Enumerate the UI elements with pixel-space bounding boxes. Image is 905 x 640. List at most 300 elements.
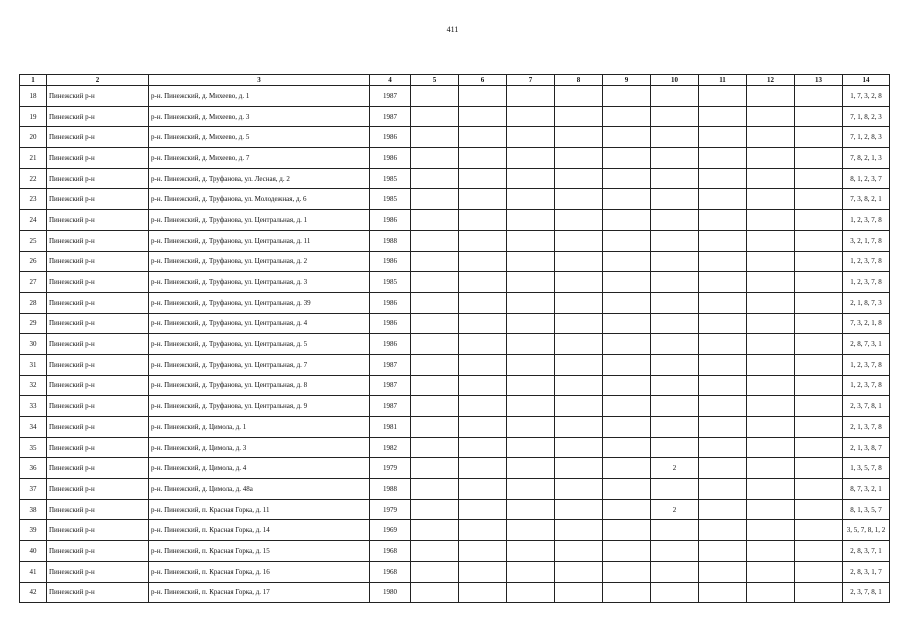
col10-cell <box>651 272 699 293</box>
col9-cell <box>603 168 651 189</box>
table-row <box>20 272 890 293</box>
col12-cell <box>747 313 795 334</box>
col12-cell <box>747 168 795 189</box>
col8-cell <box>555 189 603 210</box>
col10-cell: 2 <box>651 499 699 520</box>
col10-cell <box>651 148 699 169</box>
column-header: 1 <box>20 75 47 86</box>
col13-cell <box>795 251 843 272</box>
col6-cell <box>459 168 507 189</box>
col14-cell: 1, 2, 3, 7, 8 <box>843 272 890 293</box>
column-header: 5 <box>411 75 459 86</box>
col9-cell <box>603 396 651 417</box>
col8-cell <box>555 499 603 520</box>
col13-cell <box>795 334 843 355</box>
table-row <box>20 396 890 417</box>
col12-cell <box>747 520 795 541</box>
col12-cell <box>747 499 795 520</box>
column-header: 10 <box>651 75 699 86</box>
year-cell: 1986 <box>370 127 411 148</box>
col6-cell <box>459 437 507 458</box>
year-cell: 1986 <box>370 292 411 313</box>
year-cell: 1987 <box>370 396 411 417</box>
col14-cell: 2, 8, 7, 3, 1 <box>843 334 890 355</box>
col9-cell <box>603 417 651 438</box>
col10-cell <box>651 520 699 541</box>
table-row <box>20 230 890 251</box>
col12-cell <box>747 272 795 293</box>
year-cell: 1969 <box>370 520 411 541</box>
col7-cell <box>507 541 555 562</box>
district-cell: Пинежский р-н <box>47 396 149 417</box>
col9-cell <box>603 437 651 458</box>
col11-cell <box>699 396 747 417</box>
table-row <box>20 106 890 127</box>
col10-cell: 2 <box>651 458 699 479</box>
col13-cell <box>795 396 843 417</box>
col6-cell <box>459 417 507 438</box>
col7-cell <box>507 520 555 541</box>
col14-cell: 7, 1, 2, 8, 3 <box>843 127 890 148</box>
table-row <box>20 148 890 169</box>
col11-cell <box>699 251 747 272</box>
col10-cell <box>651 86 699 107</box>
year-cell: 1986 <box>370 313 411 334</box>
col13-cell <box>795 86 843 107</box>
table-row <box>20 541 890 562</box>
col12-cell <box>747 127 795 148</box>
address-cell: р-н. Пинежский, д. Цимола, д. 1 <box>149 417 370 438</box>
table-body <box>20 86 890 603</box>
col9-cell <box>603 106 651 127</box>
district-cell: Пинежский р-н <box>47 148 149 169</box>
year-cell: 1980 <box>370 582 411 603</box>
year-cell: 1986 <box>370 210 411 231</box>
col11-cell <box>699 168 747 189</box>
address-cell: р-н. Пинежский, п. Красная Горка, д. 17 <box>149 582 370 603</box>
col14-cell: 8, 1, 2, 3, 7 <box>843 168 890 189</box>
col14-cell: 2, 1, 8, 7, 3 <box>843 292 890 313</box>
address-cell: р-н. Пинежский, д. Труфанова, ул. Лесная, д. 2 <box>149 168 370 189</box>
district-cell: Пинежский р-н <box>47 334 149 355</box>
table-row <box>20 417 890 438</box>
table-row <box>20 582 890 603</box>
row-number: 24 <box>20 210 47 231</box>
col11-cell <box>699 210 747 231</box>
col13-cell <box>795 354 843 375</box>
col7-cell <box>507 458 555 479</box>
address-cell: р-н. Пинежский, д. Труфанова, ул. Центральная, д. 9 <box>149 396 370 417</box>
row-number: 32 <box>20 375 47 396</box>
district-cell: Пинежский р-н <box>47 272 149 293</box>
col12-cell <box>747 251 795 272</box>
col10-cell <box>651 127 699 148</box>
col9-cell <box>603 479 651 500</box>
year-cell: 1968 <box>370 541 411 562</box>
col9-cell <box>603 375 651 396</box>
col7-cell <box>507 168 555 189</box>
address-cell: р-н. Пинежский, д. Труфанова, ул. Центральная, д. 1 <box>149 210 370 231</box>
col7-cell <box>507 106 555 127</box>
row-number: 19 <box>20 106 47 127</box>
row-number: 26 <box>20 251 47 272</box>
col11-cell <box>699 354 747 375</box>
col12-cell <box>747 437 795 458</box>
col13-cell <box>795 541 843 562</box>
col11-cell <box>699 106 747 127</box>
col12-cell <box>747 458 795 479</box>
address-cell: р-н. Пинежский, д. Цимола, д. 48а <box>149 479 370 500</box>
row-number: 27 <box>20 272 47 293</box>
district-cell: Пинежский р-н <box>47 127 149 148</box>
col13-cell <box>795 313 843 334</box>
table-row <box>20 479 890 500</box>
col6-cell <box>459 189 507 210</box>
col13-cell <box>795 479 843 500</box>
col7-cell <box>507 396 555 417</box>
col6-cell <box>459 520 507 541</box>
col8-cell <box>555 375 603 396</box>
column-header: 2 <box>47 75 149 86</box>
col9-cell <box>603 334 651 355</box>
col8-cell <box>555 437 603 458</box>
col14-cell: 1, 2, 3, 7, 8 <box>843 354 890 375</box>
col8-cell <box>555 210 603 231</box>
column-header: 14 <box>843 75 890 86</box>
district-cell: Пинежский р-н <box>47 561 149 582</box>
col6-cell <box>459 251 507 272</box>
column-header: 8 <box>555 75 603 86</box>
col6-cell <box>459 313 507 334</box>
col11-cell <box>699 520 747 541</box>
col11-cell <box>699 458 747 479</box>
col10-cell <box>651 313 699 334</box>
col10-cell <box>651 292 699 313</box>
col6-cell <box>459 272 507 293</box>
col14-cell: 2, 8, 3, 7, 1 <box>843 541 890 562</box>
year-cell: 1979 <box>370 458 411 479</box>
address-cell: р-н. Пинежский, п. Красная Горка, д. 11 <box>149 499 370 520</box>
row-number: 37 <box>20 479 47 500</box>
col7-cell <box>507 86 555 107</box>
col5-cell <box>411 148 459 169</box>
row-number: 38 <box>20 499 47 520</box>
col5-cell <box>411 168 459 189</box>
col8-cell <box>555 168 603 189</box>
col6-cell <box>459 354 507 375</box>
district-cell: Пинежский р-н <box>47 417 149 438</box>
col8-cell <box>555 582 603 603</box>
year-cell: 1982 <box>370 437 411 458</box>
col6-cell <box>459 375 507 396</box>
year-cell: 1988 <box>370 230 411 251</box>
col5-cell <box>411 292 459 313</box>
col9-cell <box>603 210 651 231</box>
address-cell: р-н. Пинежский, д. Михеево, д. 3 <box>149 106 370 127</box>
district-cell: Пинежский р-н <box>47 582 149 603</box>
district-cell: Пинежский р-н <box>47 230 149 251</box>
col13-cell <box>795 375 843 396</box>
col8-cell <box>555 520 603 541</box>
address-cell: р-н. Пинежский, д. Михеево, д. 5 <box>149 127 370 148</box>
row-number: 30 <box>20 334 47 355</box>
col13-cell <box>795 520 843 541</box>
col12-cell <box>747 375 795 396</box>
col8-cell <box>555 354 603 375</box>
col8-cell <box>555 561 603 582</box>
row-number: 31 <box>20 354 47 375</box>
col13-cell <box>795 561 843 582</box>
col12-cell <box>747 292 795 313</box>
table-row <box>20 437 890 458</box>
address-cell: р-н. Пинежский, д. Труфанова, ул. Центральная, д. 39 <box>149 292 370 313</box>
col14-cell: 7, 3, 8, 2, 1 <box>843 189 890 210</box>
col12-cell <box>747 541 795 562</box>
col14-cell: 1, 2, 3, 7, 8 <box>843 251 890 272</box>
table-row <box>20 210 890 231</box>
col5-cell <box>411 499 459 520</box>
col6-cell <box>459 541 507 562</box>
col6-cell <box>459 148 507 169</box>
col10-cell <box>651 168 699 189</box>
year-cell: 1985 <box>370 272 411 293</box>
col7-cell <box>507 189 555 210</box>
col11-cell <box>699 582 747 603</box>
col9-cell <box>603 292 651 313</box>
col12-cell <box>747 582 795 603</box>
col7-cell <box>507 251 555 272</box>
table-row <box>20 458 890 479</box>
address-cell: р-н. Пинежский, д. Труфанова, ул. Центральная, д. 11 <box>149 230 370 251</box>
col7-cell <box>507 354 555 375</box>
col10-cell <box>651 541 699 562</box>
col7-cell <box>507 561 555 582</box>
col10-cell <box>651 417 699 438</box>
district-cell: Пинежский р-н <box>47 168 149 189</box>
address-cell: р-н. Пинежский, д. Цимола, д. 4 <box>149 458 370 479</box>
col7-cell <box>507 313 555 334</box>
district-cell: Пинежский р-н <box>47 520 149 541</box>
col10-cell <box>651 189 699 210</box>
col13-cell <box>795 168 843 189</box>
col5-cell <box>411 561 459 582</box>
col12-cell <box>747 417 795 438</box>
column-header: 11 <box>699 75 747 86</box>
col9-cell <box>603 499 651 520</box>
col8-cell <box>555 541 603 562</box>
col14-cell: 2, 3, 7, 8, 1 <box>843 396 890 417</box>
year-cell: 1987 <box>370 86 411 107</box>
col5-cell <box>411 354 459 375</box>
col7-cell <box>507 417 555 438</box>
row-number: 23 <box>20 189 47 210</box>
col12-cell <box>747 106 795 127</box>
col10-cell <box>651 396 699 417</box>
col10-cell <box>651 375 699 396</box>
col9-cell <box>603 354 651 375</box>
row-number: 22 <box>20 168 47 189</box>
table-row <box>20 127 890 148</box>
col9-cell <box>603 127 651 148</box>
district-cell: Пинежский р-н <box>47 375 149 396</box>
col8-cell <box>555 251 603 272</box>
column-header: 4 <box>370 75 411 86</box>
col8-cell <box>555 292 603 313</box>
col5-cell <box>411 86 459 107</box>
table-row <box>20 520 890 541</box>
address-cell: р-н. Пинежский, д. Труфанова, ул. Центральная, д. 2 <box>149 251 370 272</box>
column-header: 7 <box>507 75 555 86</box>
col6-cell <box>459 86 507 107</box>
col10-cell <box>651 334 699 355</box>
col8-cell <box>555 148 603 169</box>
col8-cell <box>555 230 603 251</box>
row-number: 25 <box>20 230 47 251</box>
district-cell: Пинежский р-н <box>47 251 149 272</box>
col5-cell <box>411 541 459 562</box>
row-number: 42 <box>20 582 47 603</box>
col6-cell <box>459 230 507 251</box>
row-number: 29 <box>20 313 47 334</box>
column-header: 6 <box>459 75 507 86</box>
col8-cell <box>555 396 603 417</box>
col7-cell <box>507 230 555 251</box>
col9-cell <box>603 272 651 293</box>
col10-cell <box>651 230 699 251</box>
col10-cell <box>651 437 699 458</box>
table-row <box>20 334 890 355</box>
col13-cell <box>795 148 843 169</box>
col10-cell <box>651 582 699 603</box>
col12-cell <box>747 189 795 210</box>
address-cell: р-н. Пинежский, п. Красная Горка, д. 15 <box>149 541 370 562</box>
district-cell: Пинежский р-н <box>47 292 149 313</box>
column-header: 3 <box>149 75 370 86</box>
table-row <box>20 561 890 582</box>
col7-cell <box>507 210 555 231</box>
col9-cell <box>603 148 651 169</box>
col6-cell <box>459 561 507 582</box>
col12-cell <box>747 396 795 417</box>
col14-cell: 1, 2, 3, 7, 8 <box>843 210 890 231</box>
address-cell: р-н. Пинежский, д. Труфанова, ул. Центральная, д. 5 <box>149 334 370 355</box>
col13-cell <box>795 582 843 603</box>
col12-cell <box>747 334 795 355</box>
district-cell: Пинежский р-н <box>47 479 149 500</box>
column-header: 13 <box>795 75 843 86</box>
col5-cell <box>411 396 459 417</box>
row-number: 28 <box>20 292 47 313</box>
col5-cell <box>411 272 459 293</box>
table-row <box>20 292 890 313</box>
col5-cell <box>411 458 459 479</box>
district-cell: Пинежский р-н <box>47 210 149 231</box>
col13-cell <box>795 499 843 520</box>
col11-cell <box>699 437 747 458</box>
col13-cell <box>795 458 843 479</box>
col8-cell <box>555 106 603 127</box>
col11-cell <box>699 334 747 355</box>
col6-cell <box>459 458 507 479</box>
col14-cell: 3, 2, 1, 7, 8 <box>843 230 890 251</box>
col6-cell <box>459 106 507 127</box>
table-row <box>20 375 890 396</box>
year-cell: 1988 <box>370 479 411 500</box>
col7-cell <box>507 479 555 500</box>
row-number: 34 <box>20 417 47 438</box>
col11-cell <box>699 272 747 293</box>
col13-cell <box>795 272 843 293</box>
address-cell: р-н. Пинежский, д. Труфанова, ул. Центральная, д. 4 <box>149 313 370 334</box>
column-header: 12 <box>747 75 795 86</box>
col11-cell <box>699 86 747 107</box>
col5-cell <box>411 479 459 500</box>
col7-cell <box>507 292 555 313</box>
address-cell: р-н. Пинежский, д. Труфанова, ул. Центральная, д. 3 <box>149 272 370 293</box>
year-cell: 1986 <box>370 148 411 169</box>
table-row <box>20 168 890 189</box>
col9-cell <box>603 313 651 334</box>
col12-cell <box>747 354 795 375</box>
year-cell: 1987 <box>370 375 411 396</box>
col8-cell <box>555 479 603 500</box>
col5-cell <box>411 189 459 210</box>
row-number: 35 <box>20 437 47 458</box>
district-cell: Пинежский р-н <box>47 354 149 375</box>
row-number: 21 <box>20 148 47 169</box>
col12-cell <box>747 86 795 107</box>
col5-cell <box>411 520 459 541</box>
col9-cell <box>603 86 651 107</box>
year-cell: 1981 <box>370 417 411 438</box>
col10-cell <box>651 479 699 500</box>
year-cell: 1985 <box>370 168 411 189</box>
col14-cell: 2, 1, 3, 7, 8 <box>843 417 890 438</box>
col14-cell: 7, 3, 2, 1, 8 <box>843 313 890 334</box>
col14-cell: 1, 3, 5, 7, 8 <box>843 458 890 479</box>
col11-cell <box>699 561 747 582</box>
year-cell: 1968 <box>370 561 411 582</box>
col8-cell <box>555 458 603 479</box>
col7-cell <box>507 272 555 293</box>
col5-cell <box>411 437 459 458</box>
district-cell: Пинежский р-н <box>47 458 149 479</box>
col13-cell <box>795 189 843 210</box>
table-row <box>20 499 890 520</box>
col9-cell <box>603 458 651 479</box>
year-cell: 1986 <box>370 251 411 272</box>
col9-cell <box>603 582 651 603</box>
district-cell: Пинежский р-н <box>47 541 149 562</box>
district-cell: Пинежский р-н <box>47 313 149 334</box>
header-row <box>20 75 890 86</box>
address-cell: р-н. Пинежский, д. Михеево, д. 1 <box>149 86 370 107</box>
table-row <box>20 354 890 375</box>
row-number: 33 <box>20 396 47 417</box>
col10-cell <box>651 210 699 231</box>
row-number: 18 <box>20 86 47 107</box>
col9-cell <box>603 541 651 562</box>
col5-cell <box>411 417 459 438</box>
col14-cell: 1, 7, 3, 2, 8 <box>843 86 890 107</box>
address-cell: р-н. Пинежский, д. Цимола, д. 3 <box>149 437 370 458</box>
col11-cell <box>699 499 747 520</box>
col14-cell: 2, 8, 3, 1, 7 <box>843 561 890 582</box>
col11-cell <box>699 230 747 251</box>
col11-cell <box>699 292 747 313</box>
col10-cell <box>651 251 699 272</box>
page-number: 411 <box>446 25 459 34</box>
